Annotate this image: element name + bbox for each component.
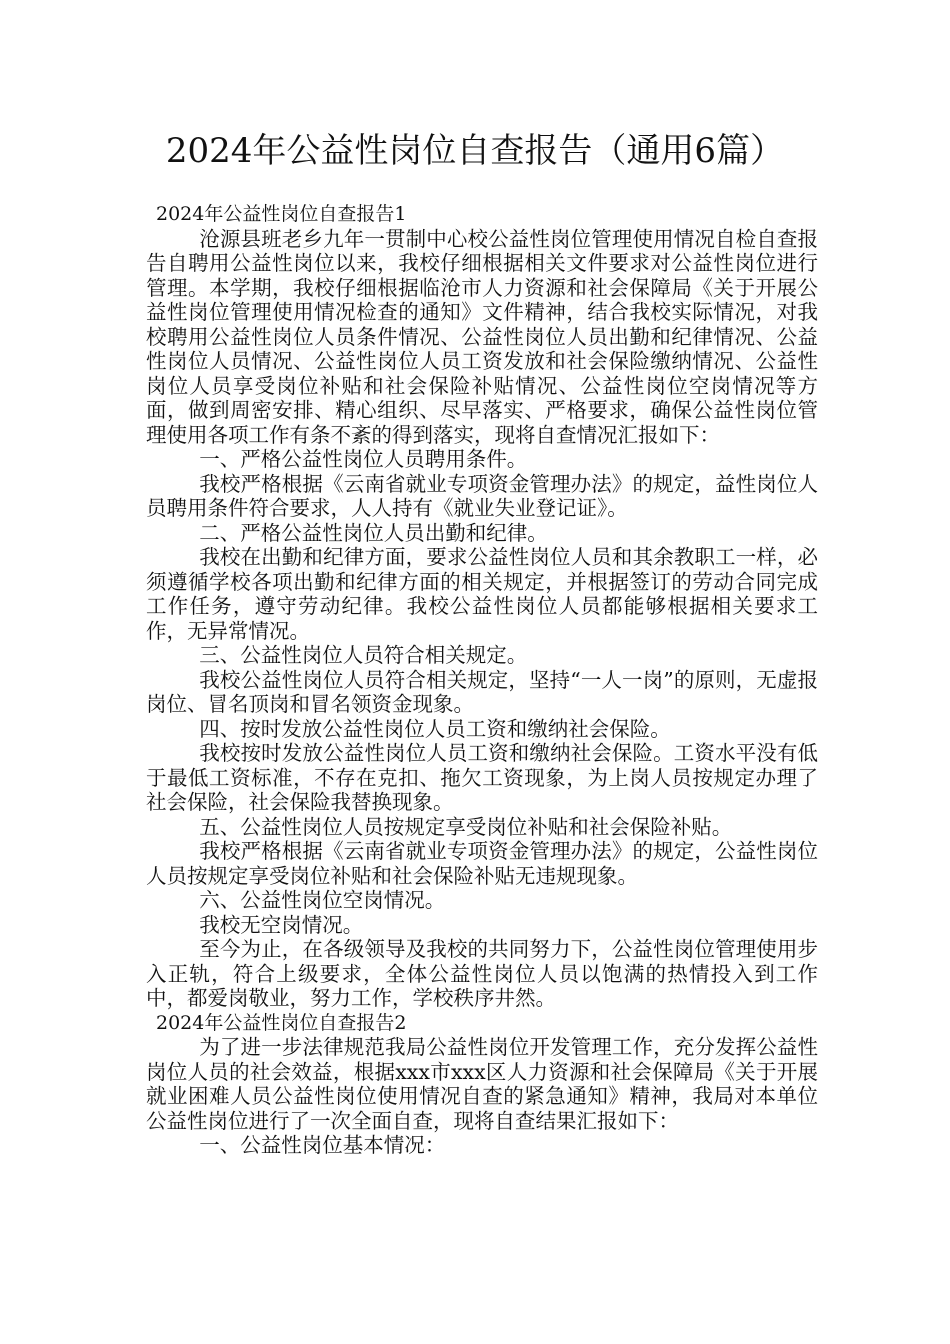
paragraph: 我校按时发放公益性岗位人员工资和缴纳社会保险。工资水平没有低于最低工资标准，不存在克扣、拖欠工资现象，为上岗人员按规定办理了社会保险，社会保险我替换现象。 xyxy=(146,741,818,814)
paragraph: 一、公益性岗位基本情况： xyxy=(199,1133,446,1157)
report-section-1 xyxy=(146,202,818,1011)
paragraph: 三、公益性岗位人员符合相关规定。 xyxy=(199,643,528,667)
paragraph: 二、严格公益性岗位人员出勤和纪律。 xyxy=(199,520,548,545)
document-body xyxy=(146,202,818,1158)
paragraph: 五、公益性岗位人员按规定享受岗位补贴和社会保险补贴。 xyxy=(199,814,733,839)
paragraph: 四、按时发放公益性岗位人员工资和缴纳社会保险。 xyxy=(199,716,671,741)
paragraph: 为了进一步法律规范我局公益性岗位开发管理工作，充分发挥公益性岗位人员的社会效益，根据xxx市xxx区人力资源和社会保障局《关于开展就业困难人员公益性岗位使用情况自查的紧急通知》精神，我局对本单位公益性岗位进行了一次全面自查，现将自查结果汇报如下： xyxy=(146,1035,818,1133)
document-title: 2024年公益性岗位自查报告（通用6篇） xyxy=(165,131,785,171)
paragraph: 我校无空岗情况。 xyxy=(199,912,364,937)
paragraph: 我校在出勤和纪律方面，要求公益性岗位人员和其余教职工一样，必须遵循学校各项出勤和纪律方面的相关规定，并根据签订的劳动合同完成工作任务，遵守劳动纪律。我校公益性岗位人员都能够根据相关要求工作，无异常情况。 xyxy=(146,545,818,643)
paragraph: 我校严格根据《云南省就业专项资金管理办法》的规定，公益性岗位人员按规定享受岗位补贴和社会保险补贴无违规现象。 xyxy=(146,839,818,888)
section-heading: 2024年公益性岗位自查报告1 xyxy=(156,203,407,225)
section-heading: 2024年公益性岗位自查报告2 xyxy=(156,1011,407,1034)
paragraph: 至今为止，在各级领导及我校的共同努力下，公益性岗位管理使用步入正轨，符合上级要求，全体公益性岗位人员以饱满的热情投入到工作中，都爱岗敬业，努力工作，学校秩序井然。 xyxy=(146,937,818,1010)
paragraph: 六、公益性岗位空岗情况。 xyxy=(199,888,446,912)
paragraph: 沧源县班老乡九年一贯制中心校公益性岗位管理使用情况自检自查报告自聘用公益性岗位以来，我校仔细根据相关文件要求对公益性岗位进行管理。本学期，我校仔细根据临沧市人力资源和社会保障局《关于开展公益性岗位管理使用情况检查的通知》文件精神，结合我校实际情况，对我校聘用公益性岗位人员条件情况、公益性岗位人员出勤和纪律情况、公益性岗位人员情况、公益性岗位人员工资发放和社会保险缴纳情况、公益性岗位人员享受岗位补贴和社会保险补贴情况、公益性岗位空岗情况等方面，做到周密安排、精心组织、尽早落实、严格要求，确保公益性岗位管理使用各项工作有条不紊的得到落实，现将自查情况汇报如下： xyxy=(146,226,818,447)
report-section-2 xyxy=(146,1011,818,1158)
paragraph: 我校严格根据《云南省就业专项资金管理办法》的规定，益性岗位人员聘用条件符合要求，人人持有《就业失业登记证》。 xyxy=(146,471,818,520)
paragraph: 我校公益性岗位人员符合相关规定，坚持“一人一岗”的原则，无虚报岗位、冒名顶岗和冒名领资金现象。 xyxy=(146,667,818,716)
paragraph: 一、严格公益性岗位人员聘用条件。 xyxy=(199,447,528,471)
